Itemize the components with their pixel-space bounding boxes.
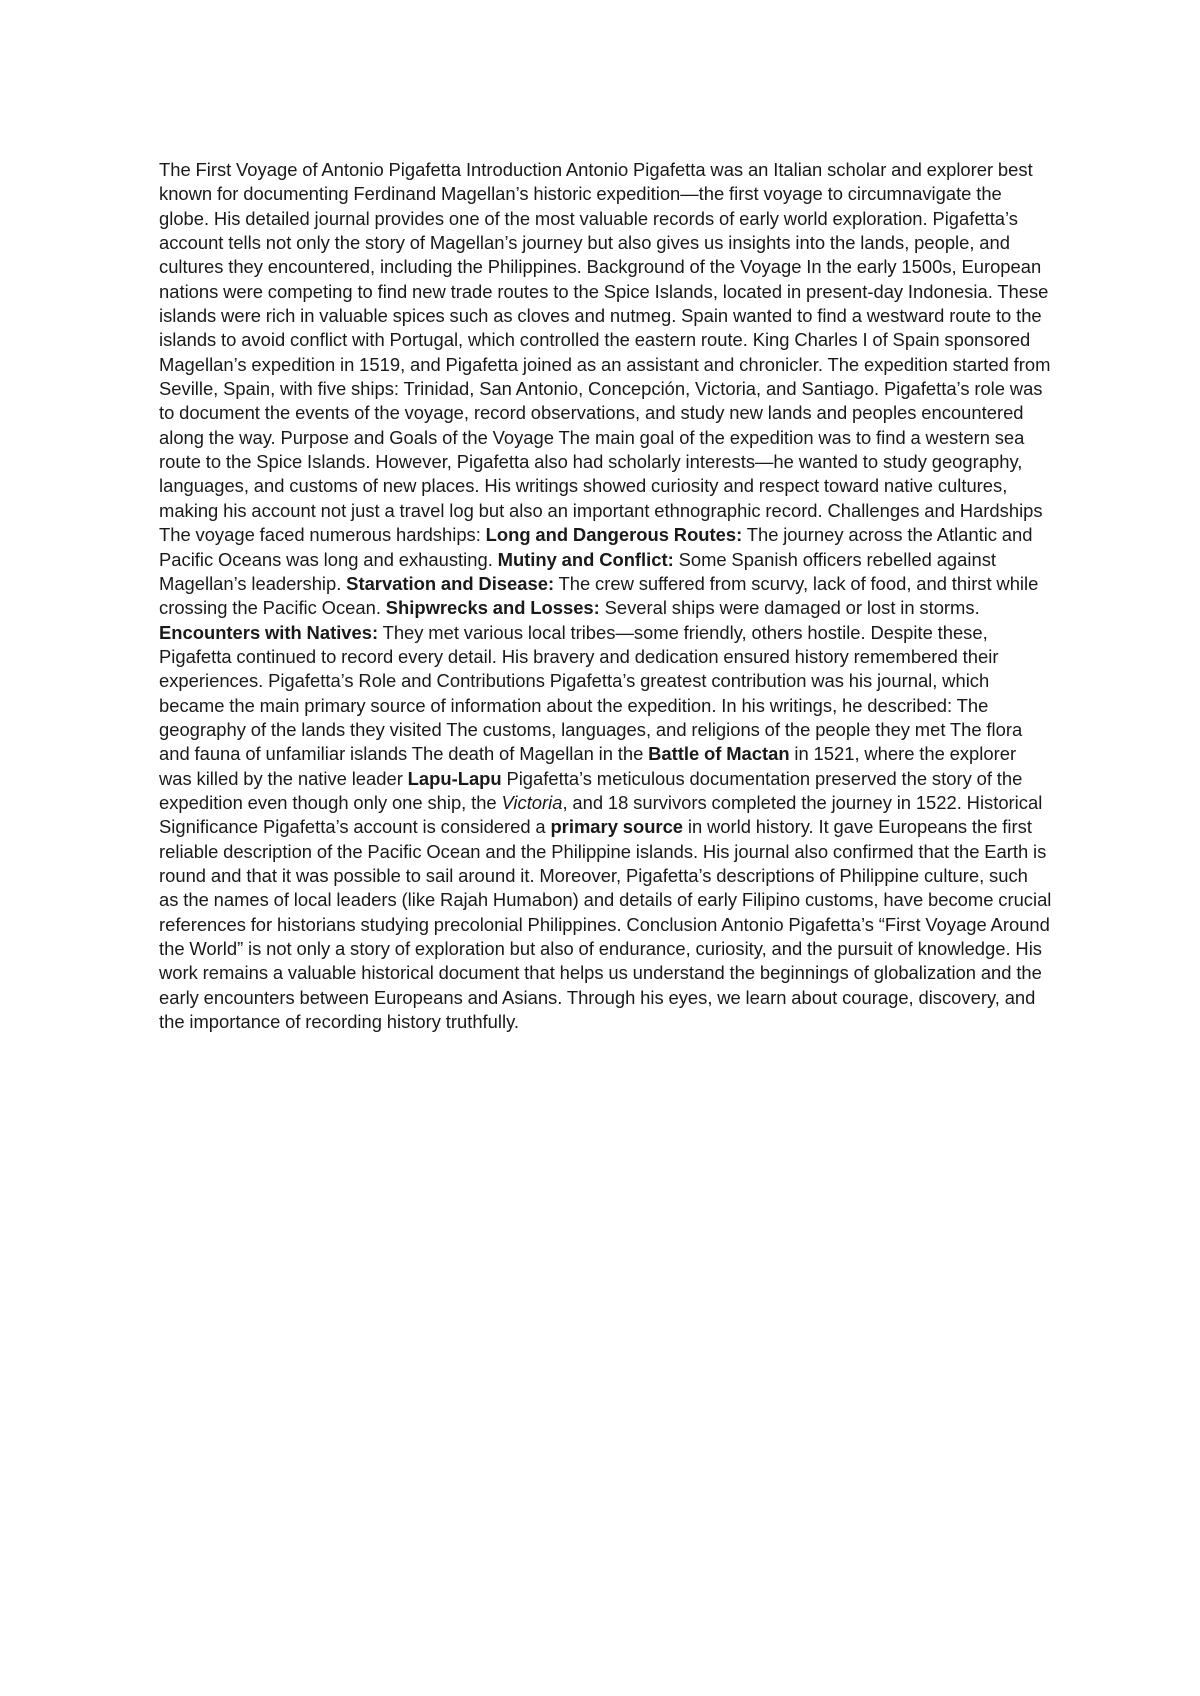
text-run: in world history. It gave Europeans the first reliable description of the Pacific Ocean and the Philippine islands. His journal also confirmed that the Earth is round and that it was possible to sail around it. Moreover, Pigafetta’s descriptions of Philippine culture, such as the names of local leaders (like Rajah Humabon) and details of early Filipino customs, have become crucial references for historians studying precolonial Philippines. Conclusion Antonio Pigafetta’s “First Voyage Around the World” is not only a story of exploration but also of endurance, curiosity, and the pursuit of knowledge. His work remains a valuable historical document that helps us understand the beginnings of globalization and the early encounters between Europeans and Asians. Through his eyes, we learn about courage, discovery, and the importance of recording history truthfully. [159, 816, 1052, 1033]
text-run: They met various local tribes—some friendly, others hostile. Despite these, Pigafetta continued to record every detail. His bravery and dedication ensured history remembered their experiences. Pigafetta’s Role and Contributions Pigafetta’s greatest contribution was his journal, which became the main primary source of information about the expedition. In his writings, he described: The geography of the lands they visited The customs, languages, and religions of the people they met The flora and fauna of unfamiliar islands The death of Magellan in the [159, 621, 1023, 765]
text-run: Pigafetta’s meticulous documentation preserved the story of the expedition even though only one ship, the [159, 767, 1023, 813]
text-run: , and 18 survivors completed the journey in 1522. Historical Significance Pigafetta’s account is considered a [159, 791, 1043, 838]
bold-text-run: Shipwrecks and Losses: [385, 597, 600, 619]
bold-text-run: Long and Dangerous Routes: [485, 524, 743, 546]
text-run: in 1521, where the explorer was killed by the native leader [159, 743, 1017, 789]
bold-text-run: Battle of Mactan [648, 743, 790, 765]
bold-text-run: primary source [550, 816, 684, 838]
bold-text-run: Lapu-Lapu [407, 767, 502, 789]
bold-text-run: Starvation and Disease: [346, 572, 555, 594]
body-text [159, 158, 1052, 1034]
text-run: Some Spanish officers rebelled against Magellan’s leadership. [159, 548, 996, 594]
text-run: The crew suffered from scurvy, lack of food, and thirst while crossing the Pacific Ocean. [159, 572, 1039, 619]
bold-text-run: Mutiny and Conflict: [497, 548, 674, 570]
italic-text-run: Victoria [501, 791, 563, 813]
text-run: The First Voyage of Antonio Pigafetta Introduction Antonio Pigafetta was an Italian scholar and explorer best known for documenting Ferdinand Magellan’s historic expedition—the first voyage to circumnavigate the globe. His detailed journal provides one of the most valuable records of early world exploration. Pigafetta’s account tells not only the story of Magellan’s journey but also gives us insights into the lands, people, and cultures they encountered, including the Philippines. Background of the Voyage In the early 1500s, European nations were competing to find new trade routes to the Spice Islands, located in present-day Indonesia. These islands were rich in valuable spices such as cloves and nutmeg. Spain wanted to find a westward route to the islands to avoid conflict with Portugal, which controlled the eastern route. King Charles I of Spain sponsored Magellan’s expedition in 1519, and Pigafetta joined as an assistant and chronicler. The expedition started from Seville, Spain, with five ships: Trinidad, San Antonio, Concepción, Victoria, and Santiago. Pigafetta’s role was to document the events of the voyage, record observations, and study new lands and peoples encountered along the way. Purpose and Goals of the Voyage The main goal of the expedition was to find a western sea route to the Spice Islands. However, Pigafetta also had scholarly interests—he wanted to study geography, languages, and customs of new places. His writings showed curiosity and respect toward native cultures, making his account not just a travel log but also an important ethnographic record. Challenges and Hardships The voyage faced numerous hardships: [159, 159, 1051, 546]
text-run: Several ships were damaged or lost in storms. [599, 597, 980, 619]
bold-text-run: Encounters with Natives: [159, 621, 379, 643]
text-run: The journey across the Atlantic and Pacific Oceans was long and exhausting. [159, 524, 1033, 570]
